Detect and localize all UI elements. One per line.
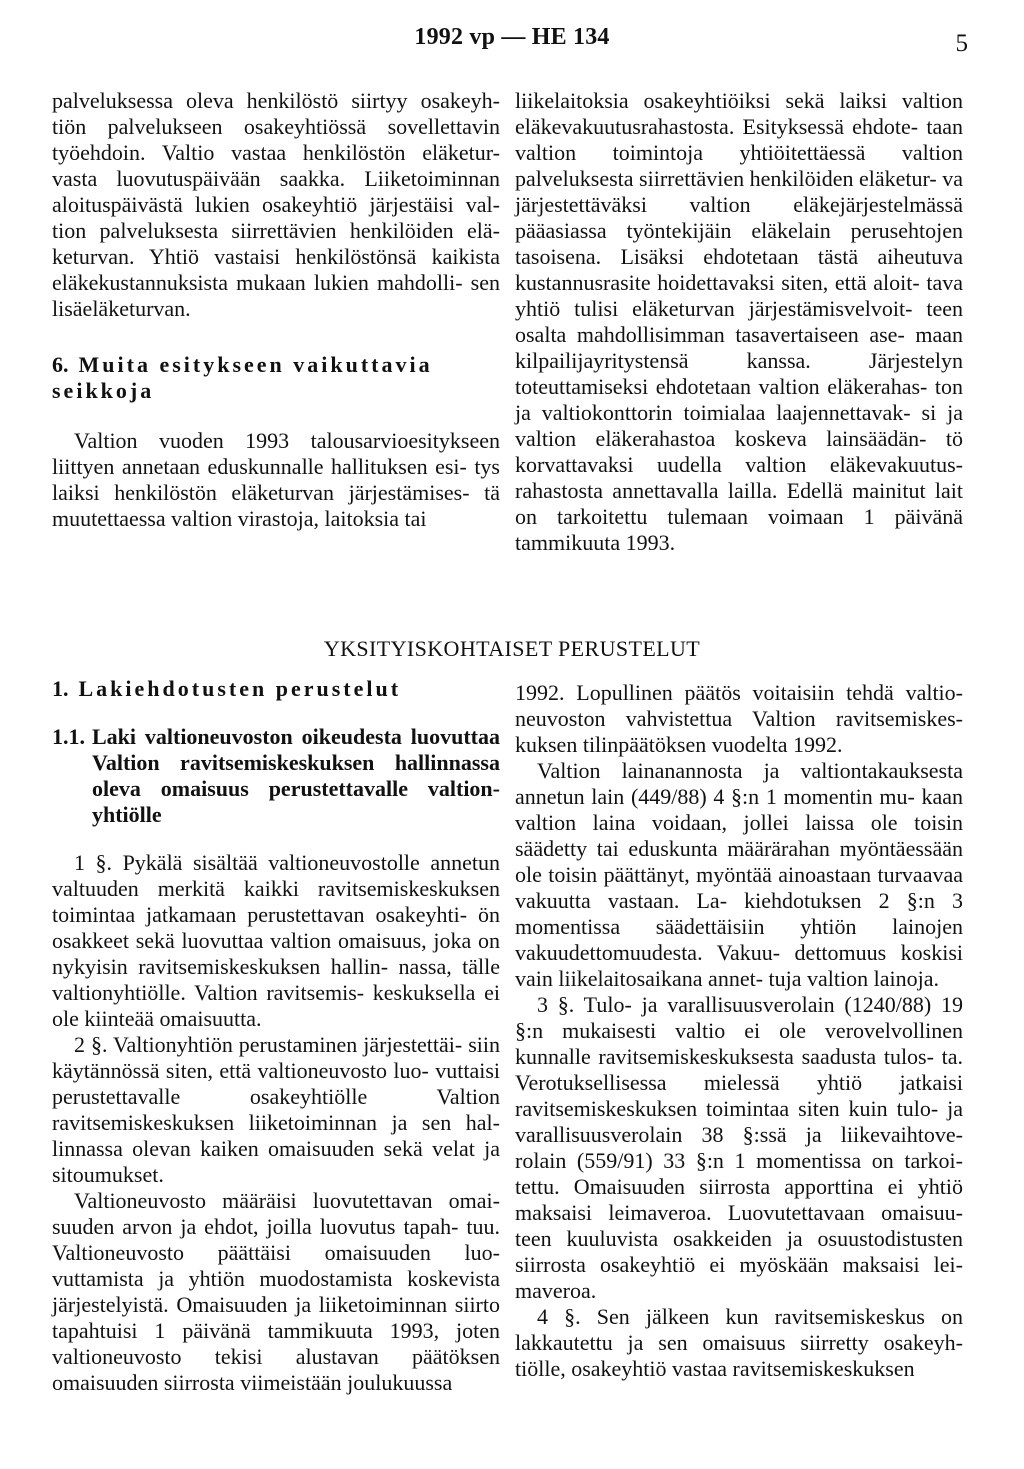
- paragraph: Valtioneuvosto määräisi luovutettavan omai- suuden arvon ja ehdot, joilla luovutus tapah- tuu. Valtioneuvosto päättäisi omaisuuden luo- vuttamista ja yhtiön muodostamista koskevista järjestelyistä. Omaisuuden ja liiketoiminnan siirto tapahtuisi 1 päivänä tammikuuta 1993, joten valtioneuvosto tekisi alustavan päätöksen omaisuuden siirrosta viimeistään joulukuussa: [52, 1188, 500, 1395]
- section-heading: [52, 676, 500, 702]
- center-heading: YKSITYISKOHTAISET PERUSTELUT: [323, 636, 701, 661]
- bottom-left-column: [52, 676, 500, 1396]
- paragraph: palveluksessa oleva henkilöstö siirtyy osakeyh- tiön palvelukseen osakeyhtiössä sovellettavin työehdoin. Valtio vastaa henkilöstön eläketur- vasta luovutuspäivään saakka. Liiketoiminnan aloituspäivästä lukien osakeyhtiö järjestäisi val- tion palveluksesta siirrettävien henkilöiden elä- keturvan. Yhtiö vastaisi henkilöstönsä kaikista eläkekustannuksista mukaan lukien mahdolli- sen lisäeläketurvan.: [52, 88, 500, 321]
- paragraph: 2 §. Valtionyhtiön perustaminen järjestettäi- siin käytännössä siten, että valtioneuvosto luo- vuttaisi perustettavalle osakeyhtiölle Valtion ravitsemiskeskuksen liiketoiminnan ja sen hal- linnassa olevan kaiken omaisuuden sekä velat ja sitoumukset.: [52, 1032, 500, 1187]
- section-title: Muita esitykseen vaikuttavia seikkoja: [52, 352, 433, 403]
- paragraph: 3 §. Tulo- ja varallisuusverolain (1240/88) 19 §:n mukaisesti valtio ei ole verovelvollinen kunnalle ravitsemiskeskuksesta saadusta tulos- ta. Verotuksellisessa mielessä yhtiö jatkaisi ravitsemiskeskuksen toimintaa siten kuin tulo- ja varallisuusverolain 38 §:ssä ja liikevaihtove- rolain (559/91) 33 §:n 1 momentissa on tarkoi- tettu. Omaisuuden siirrosta apporttina ei yhtiö maksaisi leimaveroa. Luovutettavaan omaisuu- teen kuuluvista osakkeiden ja osuustodistusten siirrosta osakeyhtiö ei myöskään maksaisi lei- maveroa.: [515, 992, 963, 1303]
- subsection-title: Laki valtioneuvoston oikeudesta luovuttaa Valtion ravitsemiskeskuksen hallinnassa oleva omaisuus perustettavalle valtion- yhtiölle: [92, 724, 500, 827]
- paragraph: Valtion lainanannosta ja valtiontakauksesta annetun lain (449/88) 4 §:n 1 momentin mu- kaan valtion laina voidaan, jollei laissa ole toisin säädetty tai eduskunta määrärahan myöntäessään ole toisin päättänyt, myöntää ainoastaan turvaavaa vakuutta vastaan. La- kiehdotuksen 2 §:n 3 momentissa säädettäisiin yhtiön lainojen vakuudettomuudesta. Vakuu- dettomuus koskisi vain liikelaitosaikana annet- tuja valtion lainoja.: [515, 758, 963, 991]
- subsection-heading: [52, 724, 500, 828]
- paragraph: 4 §. Sen jälkeen kun ravitsemiskeskus on lakkautettu ja sen omaisuus siirretty osakeyh- tiölle, osakeyhtiö vastaa ravitsemiskeskuksen: [515, 1304, 963, 1381]
- section-number: 1.: [52, 676, 69, 701]
- paragraph: 1992. Lopullinen päätös voitaisiin tehdä valtio- neuvoston vahvistettua Valtion ravitsemiskes- kuksen tilinpäätöksen vuodelta 1992.: [515, 680, 963, 757]
- paragraph: Valtion vuoden 1993 talousarvioesitykseen liittyen annetaan eduskunnalle hallituksen esi- tys laiksi henkilöstön eläketurvan järjestämises- tä muutettaessa valtion virastoja, laitoksia tai: [52, 428, 500, 531]
- paragraph: 1 §. Pykälä sisältää valtioneuvostolle annetun valtuuden merkitä kaikki ravitsemiskeskuksen toimintaa jatkamaan perustettavan osakeyhti- ön osakkeet sekä luovuttaa valtion omaisuus, joka on nykyisin ravitsemiskeskuksen hallin- nassa, tälle valtionyhtiölle. Valtion ravitsemis- keskuksella ei ole kiinteää omaisuutta.: [52, 850, 500, 1031]
- section-heading: [52, 352, 500, 404]
- running-header: 1992 vp — HE 134: [414, 24, 610, 50]
- top-left-column: [52, 88, 500, 532]
- paragraph: liikelaitoksia osakeyhtiöiksi sekä laiksi valtion eläkevakuutusrahastosta. Esityksessä ehdote- taan valtion toimintoja yhtiöitettäessä valtion palveluksesta siirrettävien henkilöiden eläketur- va järjestettäväksi valtion eläkejärjestelmässä pääasiassa työntekijäin eläkelain perusehtojen tasoisena. Lisäksi ehdotetaan tästä aiheutuva kustannusrasite hoidettavaksi siten, että aloit- tava yhtiö tulisi eläketurvan järjestämisvelvoit- teen osalta mahdollisimman tasavertaiseen ase- maan kilpailijayritystensä kanssa. Järjestelyn toteuttamiseksi ehdotetaan valtion eläkerahas- ton ja valtiokonttorin toimialaa laajennettavak- si ja valtion eläkerahastoa koskeva lainsäädän- tö korvattavaksi uudella valtion eläkevakuutus- rahastosta annettavalla lailla. Edellä mainitut lait on tarkoitettu tulemaan voimaan 1 päivänä tammikuuta 1993.: [515, 88, 963, 555]
- bottom-right-column: [515, 680, 963, 1382]
- section-number: 6.: [52, 352, 69, 377]
- subsection-number: 1.1.: [52, 724, 85, 749]
- top-right-column: [515, 88, 963, 556]
- page-number: 5: [955, 30, 968, 57]
- section-title: Lakiehdotusten perustelut: [78, 676, 402, 701]
